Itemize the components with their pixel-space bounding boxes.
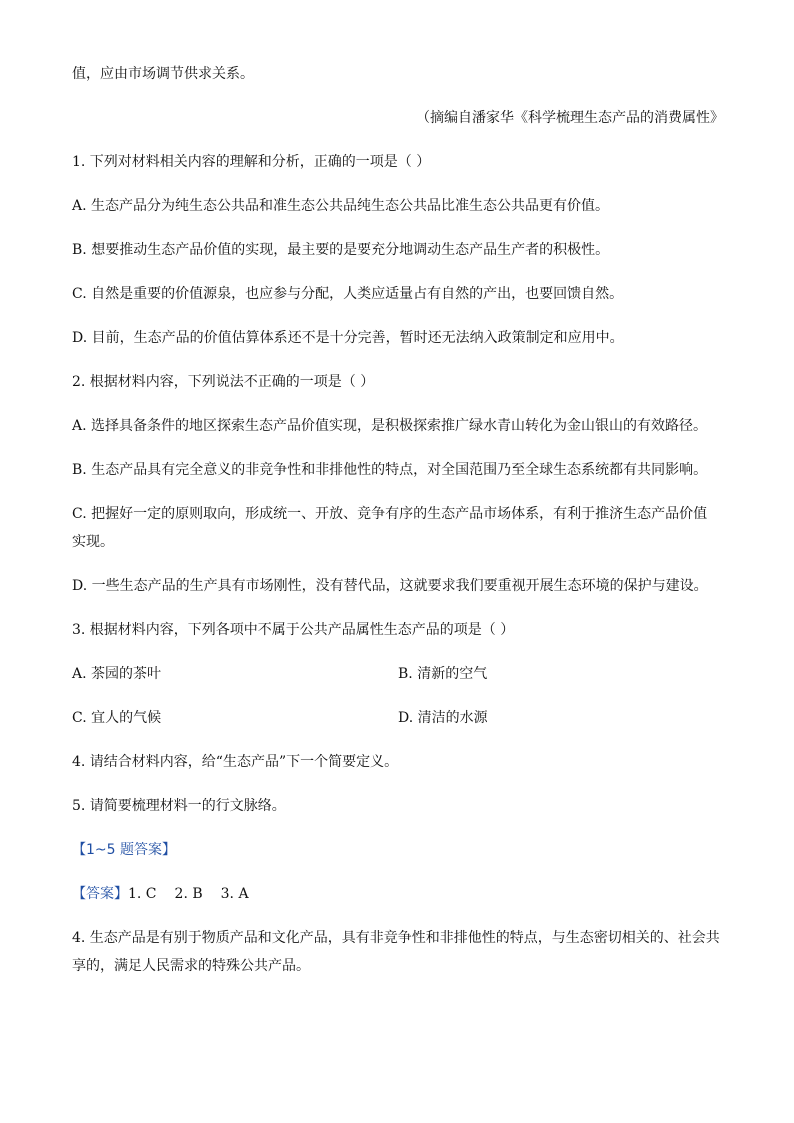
question-2-option-c-line-1: C. 把握好一定的原则取向，形成统一、开放、竞争有序的生态产品市场体系，有利于推济生态产品价值 bbox=[72, 506, 708, 522]
question-4: 4. 请结合材料内容，给“生态产品”下一个简要定义。 bbox=[72, 754, 399, 770]
answer-4-line-2: 享的，满足人民需求的特殊公共产品。 bbox=[72, 958, 310, 974]
question-3-option-b: B. 清新的空气 bbox=[398, 666, 488, 682]
question-3-option-d: D. 清洁的水源 bbox=[398, 710, 488, 726]
question-1-option-b: B. 想要推动生态产品价值的实现，最主要的是要充分地调动生态产品生产者的积极性。 bbox=[72, 242, 610, 258]
answer-3: 3. A bbox=[220, 886, 249, 902]
answer-tag: 【答案】 bbox=[72, 886, 128, 902]
question-2-option-c bbox=[72, 500, 724, 556]
question-2-option-a: A. 选择具备条件的地区探索生态产品价值实现，是积极探索推广绿水青山转化为金山银山的有效路径。 bbox=[72, 418, 708, 434]
document-page bbox=[72, 60, 724, 996]
question-3-options-row-2 bbox=[72, 704, 724, 732]
question-3-option-a: A. 茶园的茶叶 bbox=[72, 666, 162, 682]
source-citation: （摘编自潘家华《科学梳理生态产品的消费属性》 bbox=[416, 110, 724, 126]
answers-heading: 【1~5 题答案】 bbox=[72, 842, 176, 858]
answer-4-line-1: 4. 生态产品是有别于物质产品和文化产品，具有非竞争性和非排他性的特点，与生态密切相关的、社会共 bbox=[72, 930, 720, 946]
question-5: 5. 请简要梳理材料一的行文脉络。 bbox=[72, 798, 286, 814]
answers-summary bbox=[72, 880, 724, 908]
question-1-option-d: D. 目前，生态产品的价值估算体系还不是十分完善，暂时还无法纳入政策制定和应用中。 bbox=[72, 330, 624, 346]
question-3-option-c: C. 宜人的气候 bbox=[72, 710, 162, 726]
question-2-option-c-line-2: 实现。 bbox=[72, 534, 114, 550]
question-1-stem: 1. 下列对材料相关内容的理解和分析，正确的一项是（ ） bbox=[72, 154, 431, 170]
question-2-option-d: D. 一些生态产品的生产具有市场刚性，没有替代品，这就要求我们要重视开展生态环境的保护与建设。 bbox=[72, 578, 708, 594]
answer-2: 2. B bbox=[174, 886, 203, 902]
answer-1: 1. C bbox=[128, 886, 157, 902]
question-3-stem: 3. 根据材料内容，下列各项中不属于公共产品属性生态产品的项是（ ） bbox=[72, 622, 515, 638]
answer-4 bbox=[72, 924, 724, 980]
question-2-option-b: B. 生态产品具有完全意义的非竞争性和非排他性的特点，对全国范围乃至全球生态系统都有共同影响。 bbox=[72, 462, 708, 478]
question-1-option-a: A. 生态产品分为纯生态公共品和准生态公共品纯生态公共品比准生态公共品更有价值。 bbox=[72, 198, 610, 214]
question-1-option-c: C. 自然是重要的价值源泉，也应参与分配，人类应适量占有自然的产出，也要回馈自然。 bbox=[72, 286, 624, 302]
paragraph-ending: 值，应由市场调节供求关系。 bbox=[72, 66, 254, 82]
question-2-stem: 2. 根据材料内容，下列说法不正确的一项是（ ） bbox=[72, 374, 375, 390]
question-3-options-row-1 bbox=[72, 660, 724, 688]
